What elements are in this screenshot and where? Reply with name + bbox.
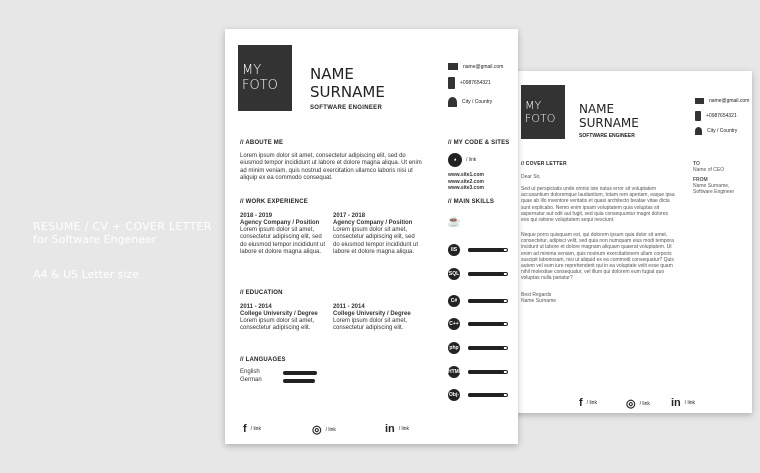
education-entry [333,304,423,333]
from-label: FROM [693,177,708,183]
link-label: / link [639,400,650,407]
social-link-facebook[interactable] [579,397,597,409]
skill-level-fill [468,322,504,326]
site-link[interactable]: www.site1.com [448,172,484,178]
photo-placeholder: MY FOTO [238,45,292,111]
skill-level-fill [468,346,504,350]
email-contact [695,98,749,104]
promo-text [33,220,212,281]
instagram-icon: ◎ [312,424,322,436]
about-text: Lorem ipsum dolor sit amet, consectetur adipiscing elit, sed do eiusmod tempor incididunt ut labore et dolore magna aliqua. Ut enim ad minim veniam, quis nostrud exercitation ullamco laboris nisi ut aliquip ex ea commodo consequat. [240,153,422,182]
surname: SURNAME [579,116,639,130]
instagram-icon: ◎ [626,398,636,410]
linkedin-icon: in [385,423,395,435]
regards: Best Regards [521,292,552,298]
skill-icon-3: C++ [448,318,460,330]
phone-contact [448,77,491,89]
city-contact [695,127,737,135]
github-icon: ◕ [448,153,462,167]
job-years: 2017 - 2018 [333,213,366,219]
social-link-facebook[interactable] [243,423,261,435]
skill-icon-2: C# [448,295,460,307]
link-label: / link [325,426,336,433]
job-years: 2018 - 2019 [240,213,273,219]
role: SOFTWARE ENGINEER [310,105,383,111]
to-name: Name of CEO [693,167,725,174]
languages-heading: // LANGUAGES [240,357,286,363]
edu-years: 2011 - 2014 [333,304,365,310]
edu-description: Lorem ipsum dolor sit amet, consectetur adipiscing elit. [240,318,315,332]
phone: +0987654321 [706,113,737,119]
social-link-instagram[interactable] [626,397,650,410]
job-entry [333,213,423,257]
facebook-icon: f [579,397,583,409]
language-level-bar [283,371,317,375]
paragraph-2: Neque porro quisquam est, qui dolorem ipsum quia dolor sit amet, consectetur, adipisci velit, sed quia non numquam eius modi tempora incidunt ut labore et dolore magnam aliquam quaerat voluptatem. Ut enim ad minima veniam, quis nostrum exercitationem ullam corporis suscipit laboriosam, nisi ut aliquid ex ea commodi consequatur? Quis autem vel eum iure reprehenderit qui in ea voluptate velit esse quam nihil molestiae consequatur, vel illum qui dolorem eum fugiat quo voluptas nulla pariatur? [521,232,674,282]
skill-level-fill [468,272,504,276]
promo-size: A4 & US Letter size [33,268,140,281]
skill-level-fill [468,248,504,252]
site-link[interactable]: www.site2.com [448,178,484,185]
site-link[interactable]: www.site3.com [448,185,484,191]
phone-icon [448,77,455,89]
skill-level-fill [468,393,504,397]
to-label: TO [693,161,700,167]
social-link-instagram[interactable] [312,423,336,436]
name-heading [579,102,639,130]
language-name: German [240,377,262,383]
about-heading: // ABOUTE ME [240,140,284,146]
skill-icon-6: Obj-C [448,389,460,401]
from-name: Name Surname, Software Engineer [693,183,735,196]
email: name@gmail.com [463,63,504,70]
link-label: / link [586,400,597,406]
edu-years: 2011 - 2014 [240,304,272,310]
link-label: / link [398,426,410,432]
social-link-linkedin[interactable] [385,423,409,435]
resume-page [225,29,518,444]
skill-level-fill [468,370,504,374]
skill-level-fill [468,299,504,303]
city: City / Country [707,128,738,134]
skill-icon-5: HTML [448,366,460,378]
email: name@gmail.com [709,98,750,104]
location-icon [448,97,457,107]
facebook-icon: f [243,423,247,435]
location-icon [695,127,702,135]
language-level-bar [283,379,315,383]
phone: +0987654321 [460,80,491,86]
photo-placeholder: MY FOTO [521,85,565,139]
job-description: Lorem ipsum dolor sit amet, consectetur adipiscing elit, sed do eiusmod tempor incididunt ut labore et dolore magna aliqua. [333,227,419,256]
skill-icon-1: SQL [448,268,460,280]
link-label: / link [250,426,261,432]
skill-icon-0: IIS [448,244,460,256]
java-icon: ☕ [447,216,461,228]
surname: SURNAME [310,83,385,101]
job-company: Agency Company / Position [333,220,413,226]
edu-description: Lorem ipsum dolor sit amet, consectetur adipiscing elit. [333,318,408,332]
promo-title: RESUME / CV + COVER LETTER [33,220,212,233]
job-entry [240,213,330,257]
city-contact [448,97,492,107]
link-label: / link [684,400,696,406]
job-description: Lorem ipsum dolor sit amet, consectetur adipiscing elit, sed do eiusmod tempor incididunt ut labore et dolore magna aliqua. [240,227,326,256]
paragraph-1: Sed ut perspiciatis unde omnis iste natus error sit voluptatem accusantium doloremque laudantium, totam rem aperiam, eaque ipsa quae ab illo inventore veritatis et quasi architecto beatae vitae dicta sunt explicabo. Nemo enim ipsam voluptatem quia voluptas sit aspernatur aut odit aut fugit, sed quia consequuntur magni dolores eos qui ratione voluptatem sequi nesciunt. [521,186,675,224]
first-name: NAME [579,102,615,116]
greeting: Dear Sir, [521,174,541,180]
to-block [693,161,745,173]
phone-contact [695,111,737,121]
skills-heading: // MAIN SKILLS [448,199,495,205]
mail-icon [695,98,704,104]
first-name: NAME [310,65,354,83]
edu-school: College University / Degree [240,311,318,317]
phone-icon [695,111,701,121]
cover-letter-heading: // COVER LETTER [521,161,567,167]
name-heading [310,65,385,101]
skill-icon-4: php [448,342,460,354]
work-heading: // WORK EXPERIENCE [240,199,308,205]
education-heading: // EDUCATION [240,290,283,296]
from-block [693,177,745,196]
mail-icon [448,63,458,70]
sites-list [448,172,484,192]
role: SOFTWARE ENGINEER [579,133,635,139]
city: City / Country [462,99,493,105]
signature: Name Surname [521,298,557,304]
edu-school: College University / Degree [333,311,411,317]
language-name: English [240,369,260,375]
promo-subtitle: for Software Engeneer [33,233,157,246]
job-company: Agency Company / Position [240,220,320,226]
linkedin-icon: in [671,397,681,409]
education-entry [240,304,330,333]
email-contact [448,63,503,70]
code-link[interactable]: / link [466,157,477,163]
code-sites-heading: // MY CODE & SITES [448,140,510,146]
cover-letter-page [507,71,752,413]
social-link-linkedin[interactable] [671,397,695,409]
